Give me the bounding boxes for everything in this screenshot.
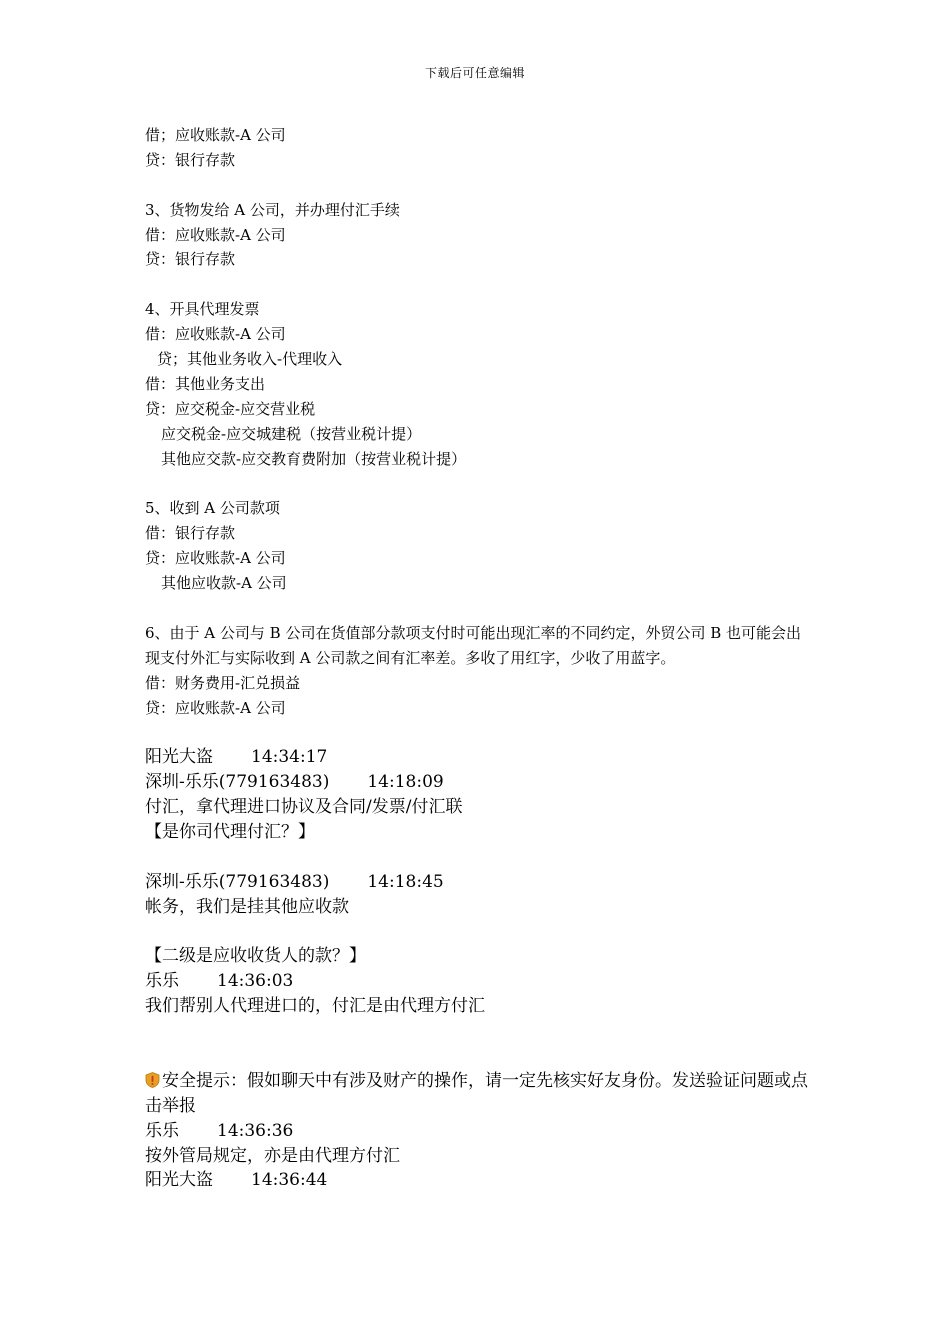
entry-line: 贷：应收账款-A 公司 [145,698,286,717]
document-body [145,123,815,1193]
chat-message-header [145,1119,815,1144]
chat-message-text: 我们帮别人代理进口的，付汇是由代理方付汇 [145,996,485,1017]
chat-sender: 深圳-乐乐(779163483) [145,772,330,793]
chat-time: 14:18:09 [367,772,444,793]
entry-line: 贷：应交税金-应交营业税 [145,399,316,418]
chat-time: 14:18:45 [367,871,444,892]
chat-time: 14:36:44 [251,1170,328,1191]
chat-time: 14:36:03 [217,971,294,992]
blank-line [145,272,815,297]
entry-line: 借：应收账款-A 公司 [145,225,286,244]
chat-sender: 阳光大盗 [145,747,213,768]
chat-sender: 乐乐 [145,1120,179,1141]
chat-message-text: 付汇，拿代理进口协议及合同/发票/付汇联 [145,797,463,818]
entry-line: 贷：银行存款 [145,250,236,269]
section-heading: 3、货物发给 A 公司，并办理付汇手续 [145,200,400,219]
blank-line [145,1019,815,1044]
chat-message-text: 按外管局规定，亦是由代理方付汇 [145,1145,400,1166]
chat-sender: 深圳-乐乐(779163483) [145,871,330,892]
section-paragraph: 6、由于 A 公司与 B 公司在货值部分款项支付时可能出现汇率的不同约定，外贸公司 B 也可能会出现支付外汇与实际收到 A 公司款之间有汇率差。多收了用红字，少收了用蓝字。 [145,623,802,667]
blank-line [145,845,815,870]
entry-line: 借：应收账款-A 公司 [145,325,286,344]
page-header: 下载后可任意编辑 [424,66,525,80]
chat-message-header [145,870,815,895]
chat-time: 14:34:17 [251,747,328,768]
chat-message-text: 帐务，我们是挂其他应收款 [145,896,349,917]
entry-line: 应交税金-应交城建税（按营业税计提） [161,424,422,443]
blank-line [145,471,815,496]
chat-quote: 【是你司代理付汇？】 [145,821,315,842]
blank-line [145,1044,815,1069]
section-heading: 5、收到 A 公司款项 [145,499,280,518]
entry-line: 其他应收款-A 公司 [161,574,287,593]
blank-line [145,173,815,198]
chat-sender: 阳光大盗 [145,1170,213,1191]
entry-line: 其他应交款-应交教育费附加（按营业税计提） [161,449,467,468]
entry-line: 贷；其他业务收入-代理收入 [157,350,343,369]
chat-message-header [145,770,815,795]
entry-line: 借：银行存款 [145,524,236,543]
chat-message-header [145,969,815,994]
blank-line [145,920,815,945]
section-heading: 4、开具代理发票 [145,300,260,319]
chat-time: 14:36:36 [217,1120,294,1141]
security-notice [145,1069,815,1119]
entry-line: 贷：银行存款 [145,150,236,169]
entry-line: 借：财务费用-汇兑损益 [145,673,301,692]
chat-message-header [145,745,815,770]
blank-line [145,720,815,745]
blank-line [145,596,815,621]
entry-line: 借；应收账款-A 公司 [145,126,286,144]
security-notice-text: 安全提示：假如聊天中有涉及财产的操作，请一定先核实好友身份。发送验证问题或点击举报 [145,1070,808,1116]
entry-line: 贷：应收账款-A 公司 [145,549,286,568]
shield-icon [145,1072,160,1088]
chat-quote: 【二级是应收收货人的款？】 [145,946,366,967]
chat-message-header [145,1168,815,1193]
entry-line: 借：其他业务支出 [145,374,266,393]
chat-sender: 乐乐 [145,971,179,992]
